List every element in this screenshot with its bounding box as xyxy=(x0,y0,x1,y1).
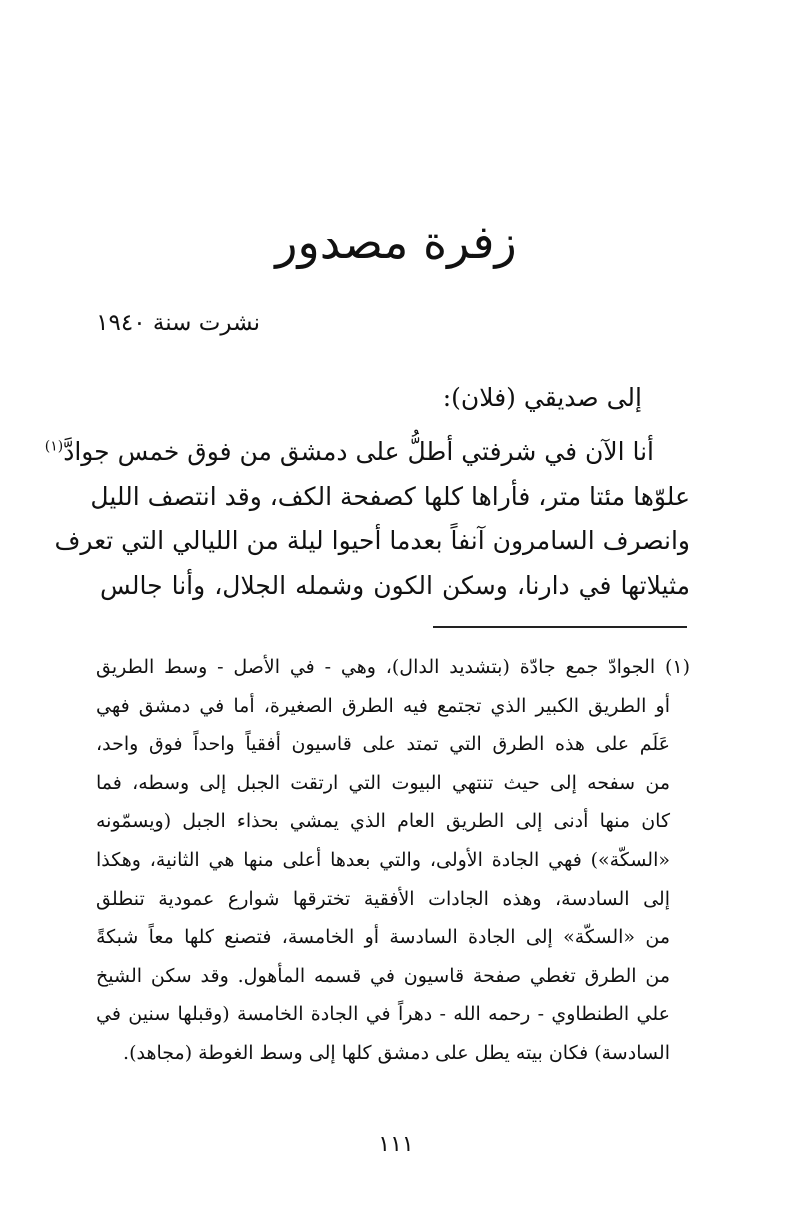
body-line: وانصرف السامرون آنفاً بعدما أحيوا ليلة من الليالي التي تعرف xyxy=(54,526,690,555)
footnote-line: من سفحه إلى حيث تنتهي البيوت التي ارتقت الجبل إلى وسطه، فما xyxy=(96,771,671,794)
footnote-line: من «السكّة» إلى الجادة السادسة أو الخامسة، فتصنع كلها معاً شبكةً xyxy=(96,926,670,949)
footnote-line: «السكّة») فهي الجادة الأولى، والتي بعدها أعلى منها هي الثانية، وهكذا xyxy=(96,848,670,871)
footnote-line: السادسة) فكان بيته يطل على دمشق كلها إلى وسط الغوطة (مجاهد). xyxy=(123,1041,670,1064)
body-line-text: أنا الآن في شرفتي أطلُّ على دمشق من فوق خمس جوادَّ xyxy=(63,437,654,466)
footnote-separator xyxy=(433,626,687,628)
footnote-line: كان منها أدنى إلى الطريق العام الذي يمشي بحذاء الجبل (ويسمّونه xyxy=(96,810,670,833)
body-paragraph xyxy=(44,430,690,608)
body-line: مثيلاتها في دارنا، وسكن الكون وشمله الجلال، وأنا جالس xyxy=(100,570,690,600)
footnote-line: من الطرق تغطي صفحة قاسيون في قسمه المأهول. وقد سكن الشيخ xyxy=(96,964,670,987)
footnote-block xyxy=(96,648,690,1073)
footnote-line: (١) الجوادّ جمع جادّة (بتشديد الدال)، وهي - في الأصل - وسط الطريق xyxy=(96,656,690,678)
footnote-line: أو الطريق الكبير الذي تجتمع فيه الطرق الصغيرة، أما في دمشق فهي xyxy=(96,694,670,717)
letter-salutation: إلى صديقي (فلان): xyxy=(442,383,642,412)
chapter-title: زفرة مصدور xyxy=(275,215,517,269)
footnote-reference[interactable]: (١) xyxy=(44,438,64,455)
publication-note: نشرت سنة ١٩٤٠ xyxy=(96,310,260,336)
page-number: ١١١ xyxy=(378,1132,414,1157)
footnote-line: عَلَم على هذه الطرق التي تمتد على قاسيون أفقياً واحداً فوق واحد، xyxy=(96,733,670,756)
footnote-line: إلى السادسة، وهذه الجادات الأفقية تخترقها شوارع عمودية تنطلق xyxy=(96,887,670,910)
body-line xyxy=(44,430,690,475)
footnote-line: علي الطنطاوي - رحمه الله - دهراً في الجادة الخامسة (وقبلها سنين في xyxy=(96,1003,670,1026)
body-line: علوّها مئتا متر، فأراها كلها كصفحة الكف، وقد انتصف الليل xyxy=(90,481,690,511)
